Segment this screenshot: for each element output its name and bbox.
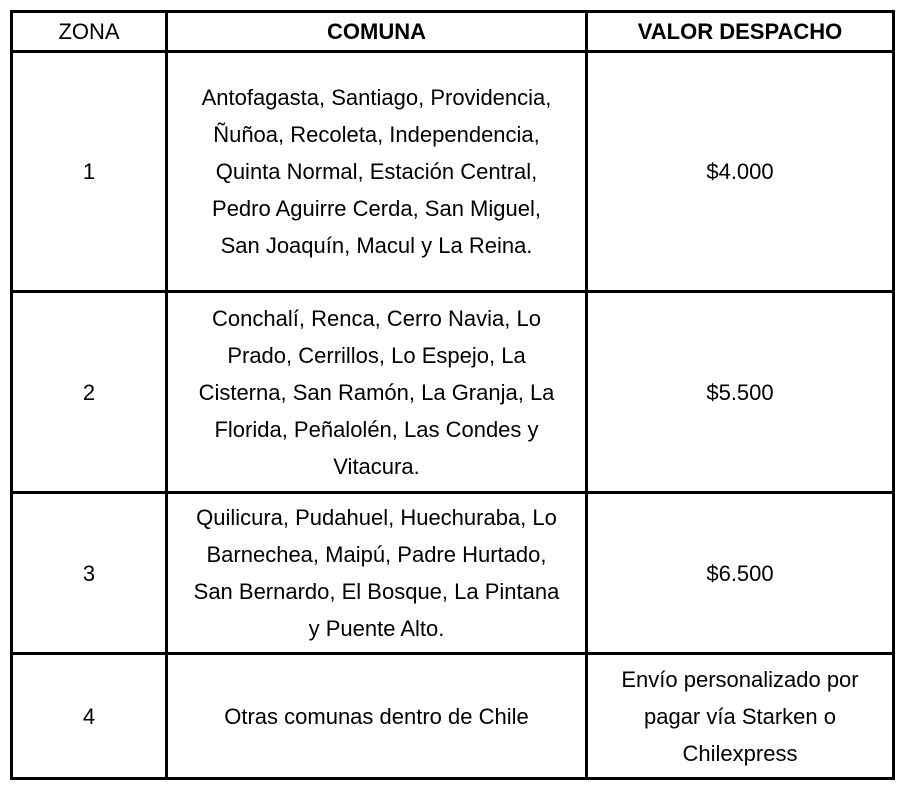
- table-row: [12, 292, 894, 493]
- comuna-line: Vitacura.: [333, 453, 420, 479]
- shipping-zones-table: [10, 10, 895, 780]
- valor-cell: [587, 654, 894, 779]
- header-valor-despacho: VALOR DESPACHO: [587, 12, 894, 52]
- table-row: [12, 493, 894, 654]
- valor-line: $4.000: [706, 159, 774, 184]
- comuna-line: Cisterna, San Ramón, La Granja, La: [198, 379, 555, 405]
- comuna-line: Florida, Peñalolén, Las Condes y: [214, 416, 539, 442]
- comuna-line: y Puente Alto.: [308, 616, 445, 641]
- shipping-table-container: [10, 10, 895, 780]
- table-header-row: [12, 12, 894, 52]
- comuna-line: San Joaquín, Macul y La Reina.: [220, 233, 533, 258]
- valor-line: $5.500: [706, 379, 774, 405]
- table-row: [12, 654, 894, 779]
- comuna-line: Otras comunas dentro de Chile: [224, 703, 529, 729]
- valor-line: Envío personalizado por: [621, 666, 859, 692]
- header-comuna: COMUNA: [167, 12, 587, 52]
- zona-cell: 4: [12, 654, 167, 779]
- table-row: [12, 52, 894, 292]
- valor-cell: [587, 493, 894, 654]
- comuna-cell: [167, 654, 587, 779]
- zona-cell: 3: [12, 493, 167, 654]
- zona-cell: 2: [12, 292, 167, 493]
- comuna-line: Prado, Cerrillos, Lo Espejo, La: [227, 342, 526, 368]
- valor-line: pagar vía Starken o: [643, 703, 836, 729]
- comuna-cell: [167, 292, 587, 493]
- comuna-line: San Bernardo, El Bosque, La Pintana: [193, 579, 560, 604]
- comuna-line: Quinta Normal, Estación Central,: [215, 159, 538, 184]
- comuna-line: Ñuñoa, Recoleta, Independencia,: [213, 122, 540, 147]
- comuna-line: Antofagasta, Santiago, Providencia,: [201, 85, 552, 110]
- comuna-line: Pedro Aguirre Cerda, San Miguel,: [212, 196, 541, 221]
- comuna-line: Quilicura, Pudahuel, Huechuraba, Lo: [196, 505, 557, 530]
- comuna-cell: [167, 493, 587, 654]
- zona-cell: 1: [12, 52, 167, 292]
- header-zona: ZONA: [12, 12, 167, 52]
- valor-line: Chilexpress: [682, 740, 798, 766]
- comuna-line: Conchalí, Renca, Cerro Navia, Lo: [212, 305, 541, 331]
- valor-cell: [587, 292, 894, 493]
- valor-line: $6.500: [706, 560, 774, 586]
- comuna-line: Barnechea, Maipú, Padre Hurtado,: [206, 542, 547, 567]
- comuna-cell: [167, 52, 587, 292]
- valor-cell: [587, 52, 894, 292]
